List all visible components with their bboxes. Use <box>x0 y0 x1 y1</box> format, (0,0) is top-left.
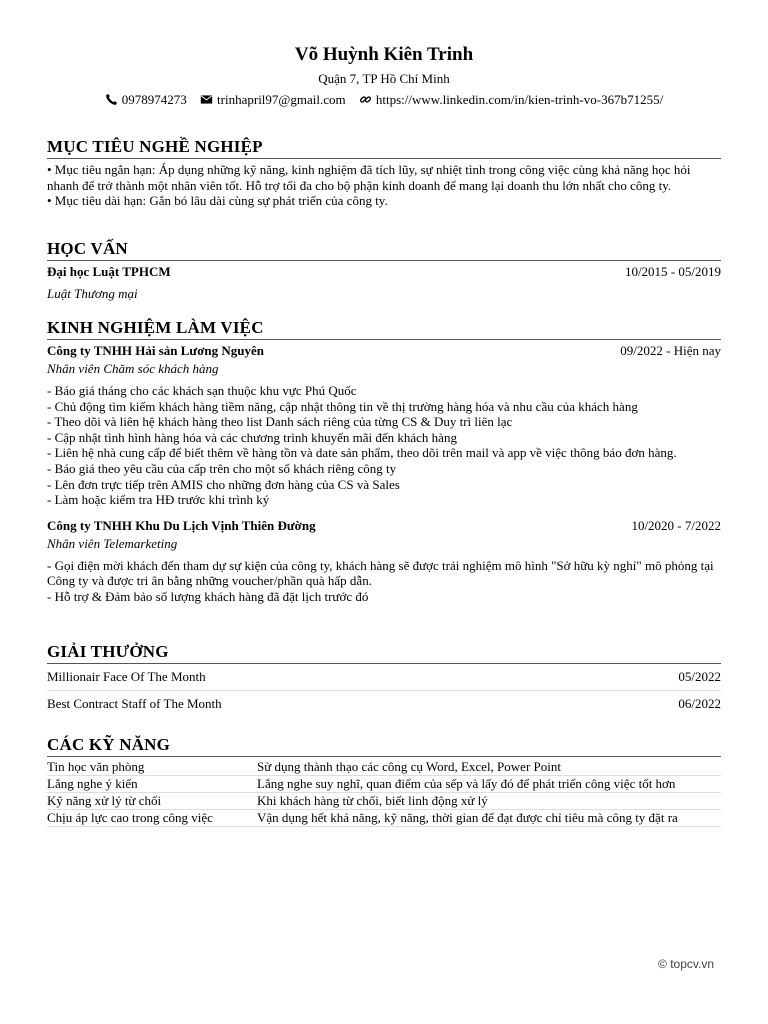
job-duty: - Liên hệ nhà cung cấp để biết thêm về hàng tồn và date sản phẩm, theo dõi trên mail và app về việc thông báo đơn hàng. <box>47 445 677 461</box>
skill-row <box>47 793 721 810</box>
skill-row <box>47 810 721 827</box>
job-header <box>47 343 721 359</box>
phone-item <box>105 92 187 108</box>
linkedin-item <box>359 92 663 108</box>
skill-name: Chịu áp lực cao trong công việc <box>47 810 257 827</box>
education-row <box>47 264 721 280</box>
education-section <box>47 239 721 302</box>
skill-row <box>47 776 721 793</box>
job-duties <box>47 558 721 605</box>
job-company: Công ty TNHH Hải sản Lương Nguyên <box>47 343 265 358</box>
skill-desc: Sử dụng thành thạo các công cụ Word, Excel, Power Point <box>257 759 721 776</box>
job-duties <box>47 383 721 508</box>
job-period: 09/2022 - Hiện nay <box>620 343 721 358</box>
skills-title: CÁC KỸ NĂNG <box>47 735 721 757</box>
job-duty: - Gọi điện mời khách đến tham dự sự kiện của công ty, khách hàng sẽ được trải nghiệm mô hình "Sở hữu kỳ nghỉ" mô phỏng tại Công ty và được tri ân bằng những voucher/phần quà hấp dẫn. <box>47 557 714 589</box>
objective-short-term: • Mục tiêu ngắn hạn: Áp dụng những kỹ năng, kinh nghiệm đã tích lũy, sự nhiệt tình trong công việc cùng khả năng học hỏi nhanh để trở thành một nhân viên tốt. Hỗ trợ tối đa cho bộ phận kinh doanh để mang lại doanh thu lớn nhất cho công ty. <box>47 162 691 193</box>
job-duty: - Cập nhật tình hình hàng hóa và các chương trình khuyến mãi đến khách hàng <box>47 429 457 445</box>
job-company: Công ty TNHH Khu Du Lịch Vịnh Thiên Đường <box>47 517 316 533</box>
job-duty: - Hỗ trợ & Đảm bảo số lượng khách hàng đã đặt lịch trước đó <box>47 588 369 604</box>
job-duty: - Lên đơn trực tiếp trên AMIS cho những đơn hàng của CS và Sales <box>47 476 400 492</box>
envelope-icon <box>200 93 213 106</box>
skill-row <box>47 759 721 776</box>
school-name: Đại học Luật TPHCM <box>47 264 171 279</box>
education-major: Luật Thương mại <box>47 286 138 301</box>
link-icon <box>359 93 372 106</box>
award-date: 06/2022 <box>678 696 721 711</box>
skills-section <box>47 735 721 827</box>
award-row <box>47 691 721 717</box>
skill-desc: Lắng nghe suy nghĩ, quan điểm của sếp và lấy đó để phát triển công việc tốt hơn <box>257 776 721 793</box>
skill-desc: Vận dụng hết khả năng, kỹ năng, thời gian để đạt được chỉ tiêu mà công ty đặt ra <box>257 810 721 827</box>
job-1 <box>47 343 721 508</box>
email-item <box>200 92 346 108</box>
contact-line <box>47 92 721 108</box>
skill-name: Tin học văn phòng <box>47 759 257 776</box>
job-position: Nhân viên Chăm sóc khách hàng <box>47 361 219 376</box>
job-duty: - Theo dõi và liên hệ khách hàng theo list Danh sách riêng của từng CS & Duy trì liên lạc <box>47 414 513 430</box>
job-duty: - Báo giá tháng cho các khách sạn thuộc khu vực Phú Quốc <box>47 383 357 398</box>
job-duty: - Chủ động tìm kiếm khách hàng tiềm năng, cập nhật thông tin về thị trường hàng hóa và nhu cầu của khách hàng <box>47 398 638 414</box>
objective-title: MỤC TIÊU NGHỀ NGHIỆP <box>47 137 721 159</box>
education-title: HỌC VẤN <box>47 239 721 261</box>
skill-desc: Khi khách hàng từ chối, biết linh động xử lý <box>257 793 721 810</box>
candidate-address: Quận 7, TP Hồ Chí Minh <box>318 71 450 86</box>
award-name: Best Contract Staff of The Month <box>47 696 222 711</box>
experience-section <box>47 318 721 605</box>
awards-section <box>47 642 721 717</box>
skill-name: Kỹ năng xử lý từ chối <box>47 793 257 810</box>
skills-table <box>47 759 721 827</box>
job-position: Nhân viên Telemarketing <box>47 535 178 551</box>
linkedin-url[interactable]: https://www.linkedin.com/in/kien-trinh-vo-367b71255/ <box>375 92 664 107</box>
topcv-watermark: © topcv.vn <box>658 957 714 971</box>
job-header <box>47 518 721 534</box>
phone-icon <box>105 93 118 106</box>
job-duty: - Báo giá theo yêu cầu của cấp trên cho một số khách riêng công ty <box>47 460 397 476</box>
award-date: 05/2022 <box>678 669 721 684</box>
award-row <box>47 664 721 691</box>
awards-title: GIẢI THƯỞNG <box>47 642 721 664</box>
award-name: Millionair Face Of The Month <box>47 669 206 684</box>
experience-title: KINH NGHIỆM LÀM VIỆC <box>47 318 721 340</box>
candidate-name: Võ Huỳnh Kiên Trinh <box>294 44 474 65</box>
job-2 <box>47 518 721 605</box>
objective-long-term: • Mục tiêu dài hạn: Gắn bó lâu dài cùng sự phát triển của công ty. <box>47 193 388 208</box>
objective-section <box>47 137 721 209</box>
email-address[interactable]: trinhapril97@gmail.com <box>217 92 346 107</box>
job-duty: - Làm hoặc kiểm tra HĐ trước khi trình ký <box>47 492 270 508</box>
education-period: 10/2015 - 05/2019 <box>624 264 721 279</box>
phone-number[interactable]: 0978974273 <box>121 92 187 107</box>
skill-name: Lắng nghe ý kiến <box>47 776 257 793</box>
job-period: 10/2020 - 7/2022 <box>631 517 721 533</box>
